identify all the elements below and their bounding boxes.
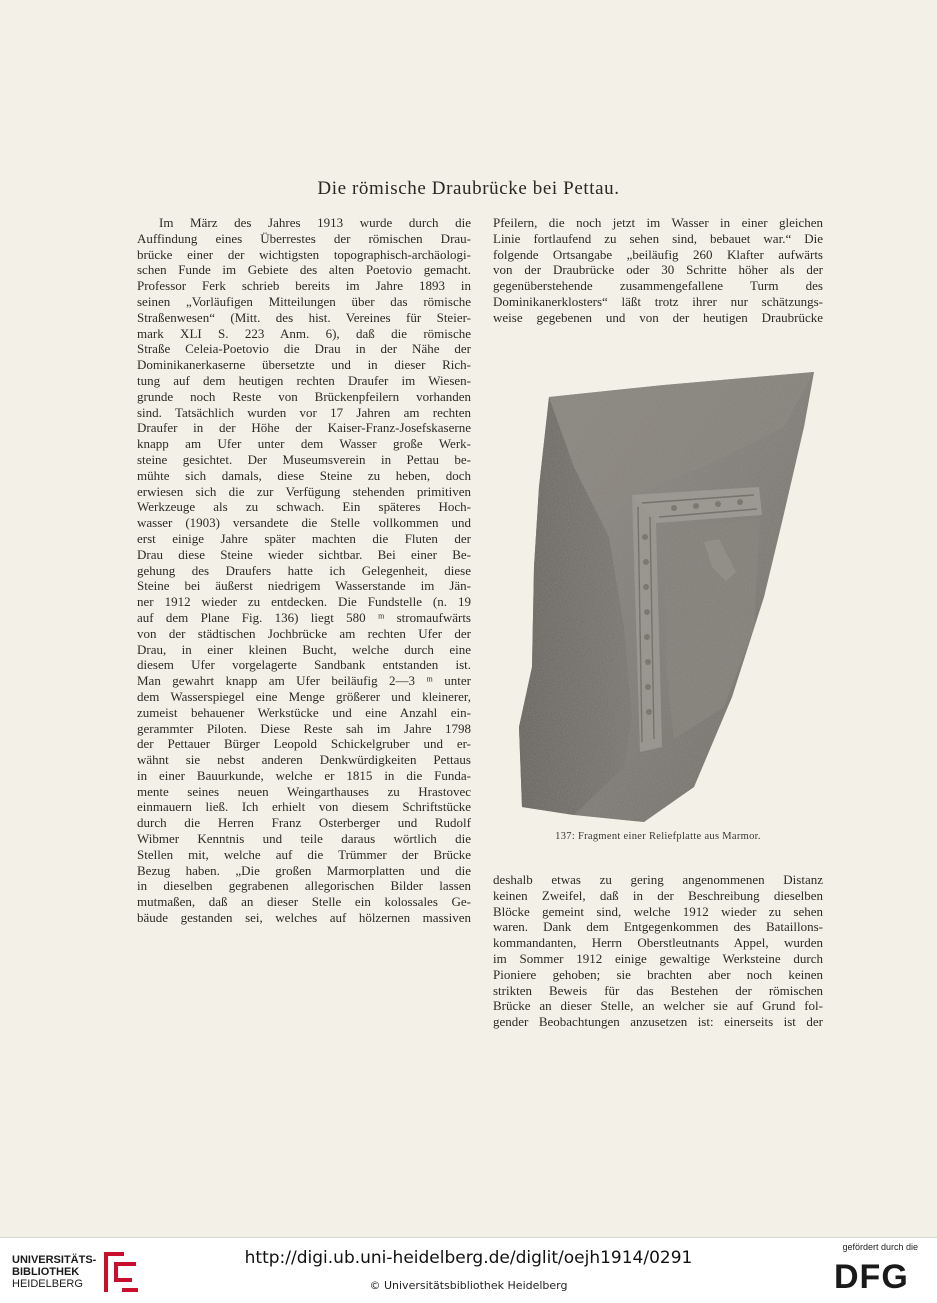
- text-line: deshalb etwas zu gering angenommenen Distanz: [493, 872, 823, 887]
- copyright-notice: © Universitätsbibliothek Heidelberg: [369, 1279, 568, 1292]
- text-line: mark XLI S. 223 Anm. 6), daß die römische: [137, 325, 471, 341]
- text-line: gegenüberstehende zusammengefallene Turm des: [493, 278, 823, 294]
- text-line: strikten Beweis für das Bestehen der römischen: [493, 982, 823, 998]
- text-line: knapp am Ufer unter dem Wasser große Werk-: [137, 436, 471, 452]
- text-line: mühte sich damals, diese Steine zu heben, doch: [137, 467, 471, 483]
- text-line: wähnt sie nebst anderen Denkwürdigkeiten Pettaus: [137, 752, 471, 768]
- library-name-line3: HEIDELBERG: [12, 1278, 83, 1290]
- left-text-column: [137, 215, 471, 926]
- text-line: brücke einer der wichtigsten topographisch-archäologi-: [137, 246, 471, 262]
- text-line: Drau diese Steine wieder sichtbar. Bei einer Be-: [137, 546, 471, 562]
- text-line: sind. Tatsächlich wurden vor 17 Jahren am rechten: [137, 404, 471, 420]
- text-line: in einer Bauurkunde, welche er 1815 in die Funda-: [137, 767, 471, 783]
- text-line: Pioniere gehoben; sie brachten aber noch keinen: [493, 966, 823, 982]
- right-text-column-top: [493, 215, 823, 326]
- figure-caption: 137: Fragment einer Reliefplatte aus Marmor.: [555, 831, 761, 842]
- text-line: Im März des Jahres 1913 wurde durch die: [159, 215, 471, 230]
- text-line: diesem Ufer vorgelagerte Sandbank entstanden ist.: [137, 657, 471, 673]
- text-line: Dominikanerkaserne übersetzte und in dieser Rich-: [137, 357, 471, 373]
- text-line: von der städtischen Jochbrücke am rechten Ufer der: [137, 625, 471, 641]
- text-line: der Pettauer Bürger Leopold Schickelgruber und er-: [137, 736, 471, 752]
- text-line: erst einige Jahre später machten die Fluten der: [137, 530, 471, 546]
- text-line: Blöcke gemeint sind, welche 1912 wieder zu sehen: [493, 903, 823, 919]
- text-line: zumeist behauener Werkstücke und eine Anzahl ein-: [137, 704, 471, 720]
- text-line: gerammter Piloten. Diese Reste sah im Jahre 1798: [137, 720, 471, 736]
- text-line: Dominikanerklosters“ läßt trotz ihrer nur schätzungs-: [493, 293, 823, 309]
- text-line: Linie fortlaufend zu sehen sind, bebauet war.“ Die: [493, 230, 823, 246]
- text-line: Pfeilern, die noch jetzt im Wasser in einer gleichen: [493, 215, 823, 230]
- text-line: Drau, in einer kleinen Bucht, welche durch eine: [137, 641, 471, 657]
- text-line: mutmaßen, daß an dieser Stelle ein kolossales Ge-: [137, 894, 471, 910]
- funded-by-label: gefördert durch die: [842, 1242, 918, 1252]
- text-line: Professor Ferk schrieb bereits im Jahre 1893 in: [137, 278, 471, 294]
- text-line: Wibmer Kenntnis und teile daraus wörtlich die: [137, 831, 471, 847]
- dfg-wordmark-icon: [834, 1258, 924, 1292]
- text-line: ner 1912 wieder zu entdecken. Die Fundstelle (n. 19: [137, 594, 471, 610]
- page-title: Die römische Draubrücke bei Pettau.: [317, 178, 620, 199]
- text-line: in dieselben gegrabenen allegorischen Bilder lassen: [137, 878, 471, 894]
- dfg-logo[interactable]: [832, 1242, 932, 1300]
- footer-bar: [0, 1237, 937, 1303]
- library-name-line1: UNIVERSITÄTS-: [12, 1254, 97, 1266]
- text-line: seinen „Vorläufigen Mitteilungen über das römische: [137, 293, 471, 309]
- text-line: bäude gestanden sei, welches auf hölzernen massiven: [137, 910, 471, 926]
- text-line: weise gegebenen und von der heutigen Draubrücke: [493, 309, 823, 325]
- text-line: Auffindung eines Überrestes der römischen Drau-: [137, 230, 471, 246]
- text-line: im Sommer 1912 einige gewaltige Werksteine durch: [493, 950, 823, 966]
- text-line: wasser (1903) versandete die Stelle vollkommen und: [137, 515, 471, 531]
- text-line: steine gesichtet. Der Museumsverein in Pettau be-: [137, 451, 471, 467]
- text-line: tung auf dem heutigen rechten Draufer im Wiesen-: [137, 372, 471, 388]
- text-line: Draufer in der Höhe der Kaiser-Franz-Josefskaserne: [137, 420, 471, 436]
- text-line: Bezug haben. „Die großen Marmorplatten und die: [137, 862, 471, 878]
- text-line: durch die Herren Franz Osterberger und Rudolf: [137, 815, 471, 831]
- text-line: waren. Dank dem Entgegenkommen des Bataillons-: [493, 919, 823, 935]
- text-line: gehung des Draufers hatte ich Gelegenheit, diese: [137, 562, 471, 578]
- text-line: mente seines neuen Weingarthauses zu Hrastovec: [137, 783, 471, 799]
- svg-text:DFG: DFG: [834, 1258, 909, 1292]
- text-line: grunde noch Reste von Brückenpfeilern vorhanden: [137, 388, 471, 404]
- text-line: einmauern ließ. Ich erhielt von diesem Schriftstücke: [137, 799, 471, 815]
- text-line: Werkzeuge als zu schwach. Ein späteres Hoch-: [137, 499, 471, 515]
- text-line: Straße Celeia-Poetovio die Drau in der Nähe der: [137, 341, 471, 357]
- text-line: auf dem Plane Fig. 136) liegt 580 ᵐ stromaufwärts: [137, 609, 471, 625]
- text-line: kommandanten, Herrn Oberstleutnants Appel, wurden: [493, 935, 823, 951]
- relief-fragment-image: [514, 367, 824, 827]
- text-line: Brücke an dieser Stelle, an welcher sie auf Grund fol-: [493, 998, 823, 1014]
- text-line: Steine bei äußerst niedrigem Wasserstande im Jän-: [137, 578, 471, 594]
- text-line: schen Funde im Gebiete des alten Poetovio gemacht.: [137, 262, 471, 278]
- permalink-url[interactable]: http://digi.ub.uni-heidelberg.de/diglit/oejh1914/0291: [244, 1248, 693, 1268]
- text-line: erwiesen sich die zur Verfügung stehenden primitiven: [137, 483, 471, 499]
- text-line: dem Wasserspiegel eine Menge größerer und kleinerer,: [137, 688, 471, 704]
- text-line: Stellen mit, welche auf die Trümmer der Brücke: [137, 846, 471, 862]
- right-text-column-bottom: [493, 872, 823, 1030]
- text-line: folgende Ortsangabe „beiläufig 260 Klafter aufwärts: [493, 246, 823, 262]
- library-name-line2: BIBLIOTHEK: [12, 1266, 80, 1278]
- text-line: gender Beobachtungen anzusetzen ist: einerseits ist der: [493, 1014, 823, 1030]
- text-line: Man gewahrt knapp am Ufer beiläufig 2—3 ᵐ unter: [137, 673, 471, 689]
- text-line: von der Draubrücke oder 30 Schritte höher als der: [493, 262, 823, 278]
- text-line: Straßenwesen“ (Mitt. des hist. Vereines für Steier-: [137, 309, 471, 325]
- relief-fragment-photo: [514, 367, 824, 827]
- text-line: keinen Zweifel, daß in der Beschreibung dieselben: [493, 887, 823, 903]
